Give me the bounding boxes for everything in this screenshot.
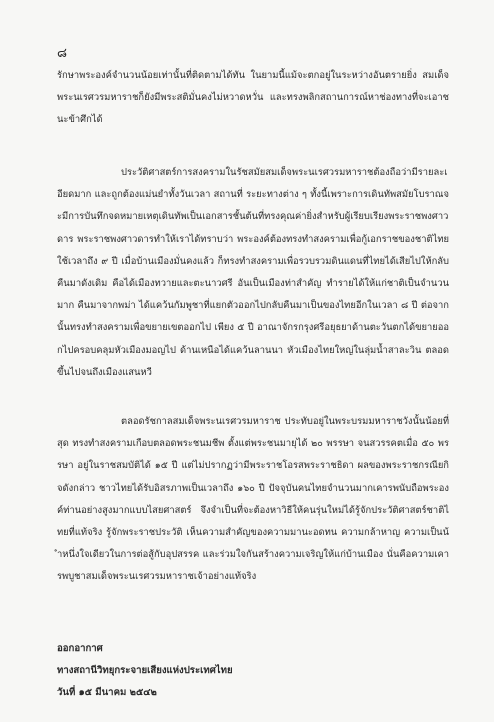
page-number: ๘ [57, 46, 68, 61]
broadcast-station: ทางสถานีวิทยุกระจายเสียงแห่งประเทศไทย [57, 665, 233, 676]
paragraph-reign-summary [57, 411, 449, 589]
paragraph-text: ประวัติศาสตร์การสงครามในรัชสมัยสมเด็จพระนเรศวรมหาราชต้องถือว่ามีรายละเอียดมาก และถูกต้องแม่นยำทั้งวันเวลา สถานที่ ระยะทางต่าง ๆ ทั้งนี้เพราะการเดินทัพสมัยโบราณจะมีการบันทึกจดหมายเหตุเดินทัพเป็นเอกสารชั้นต้นที่ทรงคุณค่ายิ่งสำหรับผู้เรียบเรียงพระราชพงศาวดาร พระราชพงศาวดารทำให้เราได้ทราบว่า พระองค์ต้องทรงทำสงครามเพื่อกู้เอกราชของชาติไทยใช้เวลาถึง ๙ ปี เมื่อบ้านเมืองมั่นคงแล้ว ก็ทรงทำสงครามเพื่อรวบรวมดินแดนที่ไทยได้เสียไปให้กลับคืนมาดังเดิม คือได้เมืองทวายและตะนาวศรี อันเป็นเมืองท่าสำคัญ ทำรายได้ให้แก่ชาติเป็นจำนวนมาก คืนมาจากพม่า ได้แคว้นกัมพูชาที่แยกตัวออกไปกลับคืนมาเป็นของไทยอีกในเวลา ๘ ปี ต่อจากนั้นทรงทำสงครามเพื่อขยายเขตออกไป เพียง ๕ ปี อาณาจักรกรุงศรีอยุธยาด้านตะวันตกได้ขยายออกไปครอบคลุมหัวเมืองมอญไป ด้านเหนือได้แคว้นลานนา หัวเมืองไทยใหญ่ในลุ่มน้ำสาละวิน ตลอดขึ้นไปจนถึงเมืองแสนหวี [57, 167, 449, 378]
paragraph-war-history [57, 162, 449, 384]
paragraph-continuation: รักษาพระองค์จำนวนน้อยเท่านั้นที่ติดตามได้ทัน ในยามนี้แม้จะตกอยู่ในระหว่างอันตรายยิ่ง สมเด็จพระนเรศวรมหาราชก็ยังมีพระสติมั่นคงไม่หวาดหวั่น และทรงพลิกสถานการณ์หาช่องทางที่จะเอาชนะข้าศึกได้ [57, 70, 449, 126]
paragraph-text: ตลอดรัชกาลสมเด็จพระนเรศวรมหาราช ประทับอยู่ในพระบรมมหาราชวังนั้นน้อยที่สุด ทรงทำสงครามเกือบตลอดพระชนมชีพ ตั้งแต่พระชนมายุได้ ๒๐ พรรษา จนสวรรคตเมื่อ ๕๐ พรรษา อยู่ในราชสมบัติได้ ๑๕ ปี แต่ไม่ปรากฏว่ามีพระราชโอรสพระราชธิดา ผลของพระราชกรณียกิจดังกล่าว ชาวไทยได้รับอิสรภาพเป็นเวลาถึง ๑๖๐ ปี ปัจจุบันคนไทยจำนวนมากเคารพนับถือพระองค์ท่านอย่างสูงมากแบบไสยศาสตร์ จึงจำเป็นที่จะต้องหาวิธีให้คนรุ่นใหม่ได้รู้จักประวัติศาสตร์ชาติไทยที่แท้จริง รู้จักพระราชประวัติ เห็นความสำคัญของความมานะอดทน ความกล้าหาญ ความเป็นน้ำหนึ่งใจเดียวในการต่อสู้กับอุปสรรค และร่วมใจกันสร้างความเจริญให้แก่บ้านเมือง นั่นคือความเคารพบูชาสมเด็จพระนเรศวรมหาราชเจ้าอย่างแท้จริง [57, 416, 449, 583]
broadcast-label: ออกอากาศ [57, 643, 103, 654]
broadcast-date: วันที่ ๑๕ มีนาคม ๒๕๔๒ [57, 687, 157, 698]
